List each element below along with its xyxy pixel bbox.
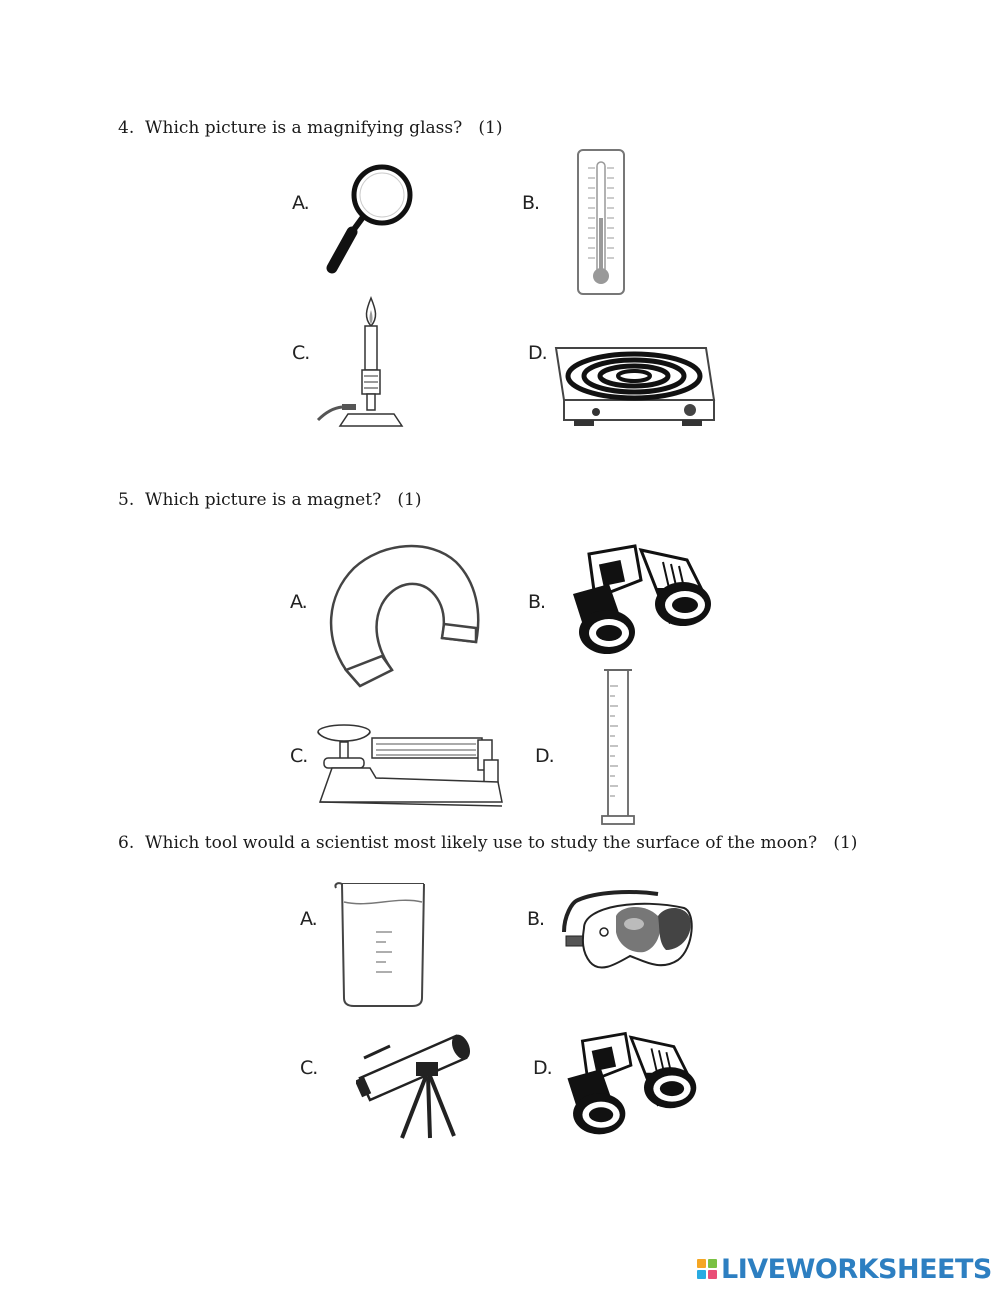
- question-5: [118, 490, 422, 510]
- binoculars-icon[interactable]: [565, 540, 715, 658]
- question-5-number: 5.: [118, 490, 135, 510]
- question-6: [118, 833, 857, 853]
- logo-text: LIVEWORKSHEETS: [721, 1253, 992, 1285]
- logo-tile: [697, 1259, 706, 1268]
- question-6-number: 6.: [118, 833, 135, 853]
- q4-option-a-label[interactable]: A.: [292, 192, 309, 214]
- q5-option-a-label[interactable]: A.: [290, 591, 307, 613]
- binoculars-icon[interactable]: [560, 1024, 700, 1142]
- q6-option-b-label[interactable]: B.: [527, 908, 545, 930]
- q5-option-d-label[interactable]: D.: [535, 745, 554, 767]
- logo-tile: [708, 1259, 717, 1268]
- q5-option-b-label[interactable]: B.: [528, 591, 546, 613]
- telescope-icon[interactable]: [356, 1016, 476, 1142]
- thermometer-icon[interactable]: [576, 148, 626, 296]
- question-4-number: 4.: [118, 118, 135, 138]
- q4-option-b-label[interactable]: B.: [522, 192, 540, 214]
- question-5-text: Which picture is a magnet?: [145, 490, 382, 510]
- graduated-cylinder-icon[interactable]: [600, 666, 636, 828]
- q4-option-c-label[interactable]: C.: [292, 342, 310, 364]
- q6-option-c-label[interactable]: C.: [300, 1057, 318, 1079]
- question-6-points: (1): [833, 833, 858, 853]
- triple-beam-balance-icon[interactable]: [316, 722, 506, 808]
- question-4-points: (1): [478, 118, 503, 138]
- q4-option-d-label[interactable]: D.: [528, 342, 547, 364]
- logo-tile: [697, 1270, 706, 1279]
- q5-option-c-label[interactable]: C.: [290, 745, 308, 767]
- hot-plate-icon[interactable]: [554, 344, 719, 428]
- magnifying-glass-icon[interactable]: [322, 162, 417, 280]
- question-6-text: Which tool would a scientist most likely use to study the surface of the moon?: [145, 833, 818, 853]
- liveworksheets-logo[interactable]: [697, 1252, 992, 1286]
- q6-option-d-label[interactable]: D.: [533, 1057, 552, 1079]
- question-4: [118, 118, 503, 138]
- bunsen-burner-icon[interactable]: [314, 296, 409, 434]
- horseshoe-magnet-icon[interactable]: [320, 538, 490, 693]
- beaker-icon[interactable]: [330, 880, 430, 1010]
- question-5-points: (1): [397, 490, 422, 510]
- logo-tile: [708, 1270, 717, 1279]
- logo-mark-icon: [697, 1259, 717, 1279]
- safety-goggles-icon[interactable]: [560, 888, 700, 978]
- q6-option-a-label[interactable]: A.: [300, 908, 317, 930]
- question-4-text: Which picture is a magnifying glass?: [145, 118, 463, 138]
